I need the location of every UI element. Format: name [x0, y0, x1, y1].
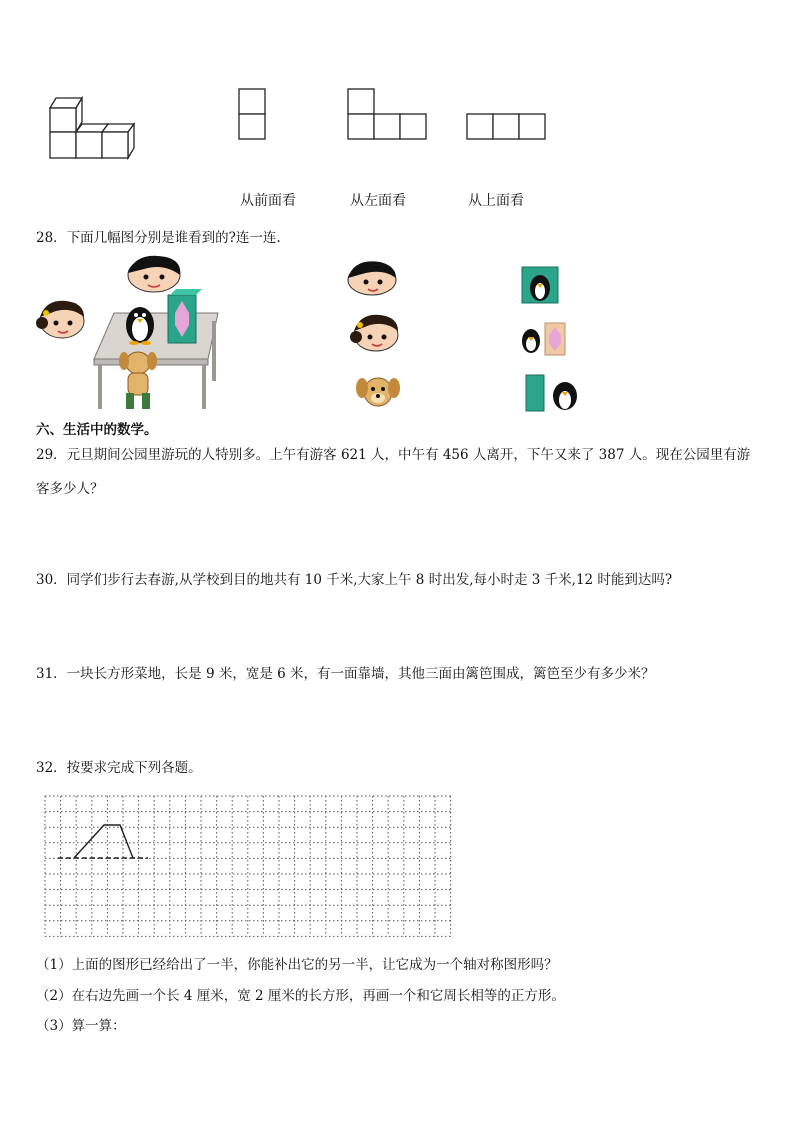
puppy-head-choice [355, 372, 401, 410]
question-32: 32．按要求完成下列各题。 [36, 760, 202, 776]
view-choice-1 [521, 266, 561, 304]
section-6-title: 六、生活中的数学。 [36, 422, 158, 438]
question-31: 31．一块长方形菜地，长是 9 米，宽是 6 米，有一面靠墙，其他三面由篱笆围成，篱笆至少有多少米？ [36, 666, 655, 682]
question-32-sub3: （3）算一算： [36, 1018, 126, 1034]
boy-head-choice [346, 260, 398, 298]
question-28: 28．下面几幅图分别是谁看到的?连一连. [36, 230, 281, 246]
top-view-label: 从上面看 [468, 193, 524, 209]
boy-head-icon [128, 256, 180, 292]
half-trapezoid-figure [58, 825, 148, 858]
top-view-figure [466, 113, 548, 143]
dotted-grid [44, 795, 462, 937]
front-view-figure [238, 88, 268, 142]
question-32-sub2: （2）在右边先画一个长 4 厘米，宽 2 厘米的长方形，再画一个和它周长相等的正方形。 [36, 988, 565, 1004]
question-30: 30．同学们步行去春游,从学校到目的地共有 10 千米,大家上午 8 时出发,每小时走 3 千米,12 时能到达吗? [36, 572, 673, 588]
view-choice-2 [519, 321, 569, 357]
question-32-sub1: （1）上面的图形已经给出了一半，你能补出它的另一半，让它成为一个轴对称图形吗？ [36, 957, 558, 973]
girl-head-choice [348, 313, 400, 353]
table-scene-illustration [36, 255, 226, 415]
cube-structure-figure [46, 96, 138, 162]
left-view-figure [347, 88, 429, 142]
question-29-line2: 客多少人？ [36, 481, 104, 497]
puppy-back-icon [119, 352, 157, 409]
girl-head-icon [36, 301, 84, 338]
front-view-label: 从前面看 [240, 193, 296, 209]
view-choice-3 [525, 374, 583, 412]
question-29-line1: 29．元旦期间公园里游玩的人特别多。上午有游客 621 人，中午有 456 人离开，下午又来了 387 人。现在公园里有游 [36, 447, 751, 463]
left-view-label: 从左面看 [350, 193, 406, 209]
